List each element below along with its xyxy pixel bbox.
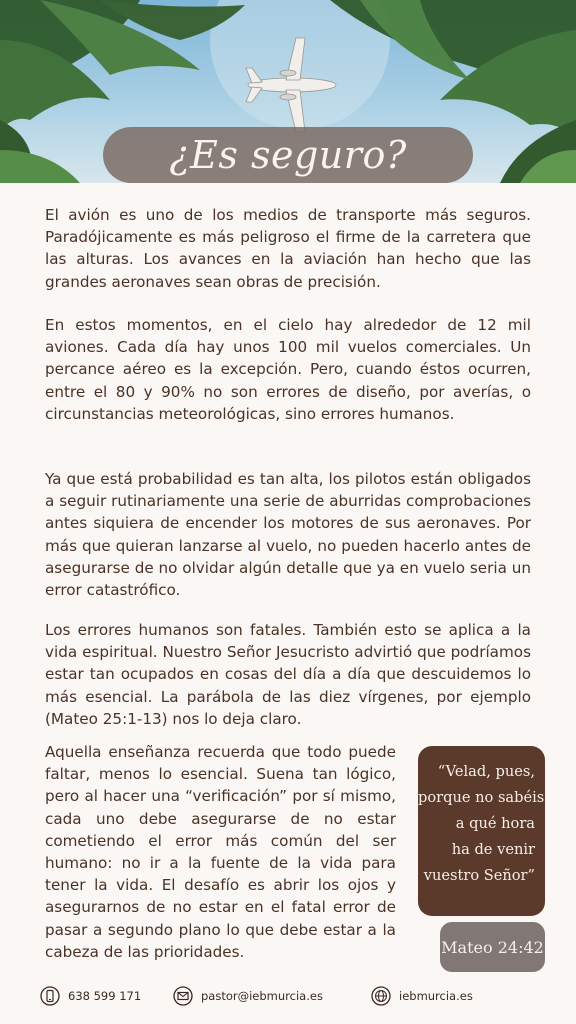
hero-image <box>0 0 576 183</box>
page-title: ¿Es seguro? <box>169 133 407 177</box>
quote-reference-text: Mateo 24:42 <box>441 937 544 957</box>
globe-icon <box>371 986 391 1006</box>
phone-icon <box>40 986 60 1006</box>
email-address: pastor@iebmurcia.es <box>201 989 323 1003</box>
phone-number: 638 599 171 <box>68 989 142 1003</box>
paragraph-5: Aquella enseñanza recuerda que todo puede faltar, menos lo esencial. Suena tan lógico, pero al hacer una “verificación” por sí mismo, cada uno debe asegurarse de no estar cometiendo el error más común del ser humano: no ir a la fuente de la vida para tener la vida. El desafío es abrir los ojos y asegurarnos de no estar en el fatal error de pasar a segundo plano lo que debe estar a la cabeza de las prioridades. <box>45 743 396 961</box>
quote-reference <box>440 922 545 972</box>
quote-line: vuestro Señor” <box>423 867 535 884</box>
email-icon <box>173 986 193 1006</box>
quote-line: “Velad, pues, <box>437 763 535 780</box>
bible-quote-box <box>418 746 545 916</box>
phone-contact[interactable] <box>40 983 141 1009</box>
paragraph-3: Ya que está probabilidad es tan alta, los pilotos están obligados a seguir rutinariamente una serie de aburridas comprobaciones antes siquiera de encender los motores de sus aeronaves. Por más que quieran lanzarse al vuelo, no pueden hacerlo antes de asegurarse de no olvidar algún detalle que ya en vuelo seria un error catastrófico. <box>45 470 531 600</box>
title-banner <box>103 127 473 183</box>
website-url: iebmurcia.es <box>399 989 473 1003</box>
footer <box>0 983 576 1009</box>
email-contact[interactable] <box>173 983 323 1009</box>
quote-line: porque no sabéis <box>418 789 545 806</box>
paragraph-2: En estos momentos, en el cielo hay alrededor de 12 mil aviones. Cada día hay unos 100 mil vuelos comerciales. Un percance aéreo es la excepción. Pero, cuando éstos ocurren, entre el 80 y 90% no son errores de diseño, por averías, o circunstancias meteorológicas, sino errores humanos. <box>45 316 531 423</box>
website-link[interactable] <box>371 983 473 1009</box>
paragraph-1: El avión es uno de los medios de transporte más seguros. Paradójicamente es más peligroso el firme de la carretera que las alturas. Los avances en la aviación han hecho que las grandes aeronaves sean obras de precisión. <box>45 206 531 291</box>
quote-line: ha de venir <box>451 841 535 858</box>
paragraph-4: Los errores humanos son fatales. También esto se aplica a la vida espiritual. Nuestro Señor Jesucristo advirtió que podríamos estar tan ocupados en cosas del día a día que descuidemos lo más esencial. La parábola de las diez vírgenes, por ejemplo (Mateo 25:1-13) nos lo deja claro. <box>45 621 531 728</box>
quote-line: a qué hora <box>455 815 535 832</box>
